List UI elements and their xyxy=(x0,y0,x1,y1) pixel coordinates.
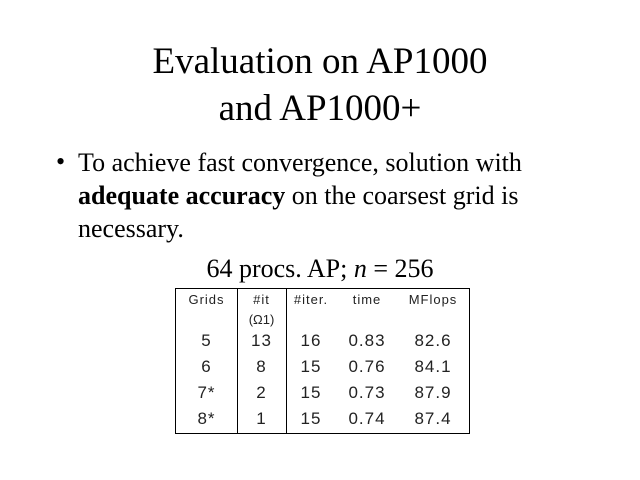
cell-grids: 8* xyxy=(197,409,216,428)
cell-grids: 6 xyxy=(201,357,212,376)
cell-mflops: 87.4 xyxy=(414,409,452,428)
cell-iter: 16 xyxy=(300,331,322,350)
caption-variable: n xyxy=(353,254,367,283)
cell-iter: 15 xyxy=(300,383,322,402)
cell-mflops: 82.6 xyxy=(414,331,452,350)
bullet-line-1: To achieve fast convergence, solution with xyxy=(78,148,522,177)
cell-it: 1 xyxy=(256,409,267,428)
header-time: time xyxy=(352,292,382,307)
header-grids: Grids xyxy=(188,292,225,307)
cell-time: 0.73 xyxy=(348,383,386,402)
slide-title xyxy=(0,38,640,132)
bullet-text xyxy=(78,146,598,245)
cell-it: 2 xyxy=(256,383,267,402)
header-it-subscript: (Ω1) xyxy=(248,312,275,327)
cell-grids: 7* xyxy=(197,383,216,402)
results-table xyxy=(175,288,470,434)
cell-time: 0.74 xyxy=(348,409,386,428)
bullet-emphasis: adequate accuracy xyxy=(78,181,286,210)
caption-suffix: = 256 xyxy=(373,254,434,283)
table-caption xyxy=(0,254,640,284)
bullet-marker: • xyxy=(56,147,66,176)
caption-prefix: 64 procs. AP; xyxy=(206,254,348,283)
cell-it: 8 xyxy=(256,357,267,376)
cell-it: 13 xyxy=(251,331,272,350)
header-mflops: MFlops xyxy=(408,292,458,307)
header-iter: #iter. xyxy=(293,292,329,307)
bullet-line-2 xyxy=(78,179,598,212)
cell-time: 0.83 xyxy=(348,331,386,350)
title-line-1: Evaluation on AP1000 xyxy=(152,41,488,82)
header-it: #it xyxy=(253,292,270,307)
cell-iter: 15 xyxy=(300,409,322,428)
cell-mflops: 84.1 xyxy=(414,357,452,376)
cell-mflops: 87.9 xyxy=(414,383,452,402)
bullet-line-3: necessary. xyxy=(78,214,184,243)
cell-time: 0.76 xyxy=(348,357,386,376)
bullet-line-2-rest: on the coarsest grid is xyxy=(285,181,519,210)
cell-iter: 15 xyxy=(300,357,322,376)
cell-grids: 5 xyxy=(201,331,212,350)
title-line-2: and AP1000+ xyxy=(218,88,422,129)
